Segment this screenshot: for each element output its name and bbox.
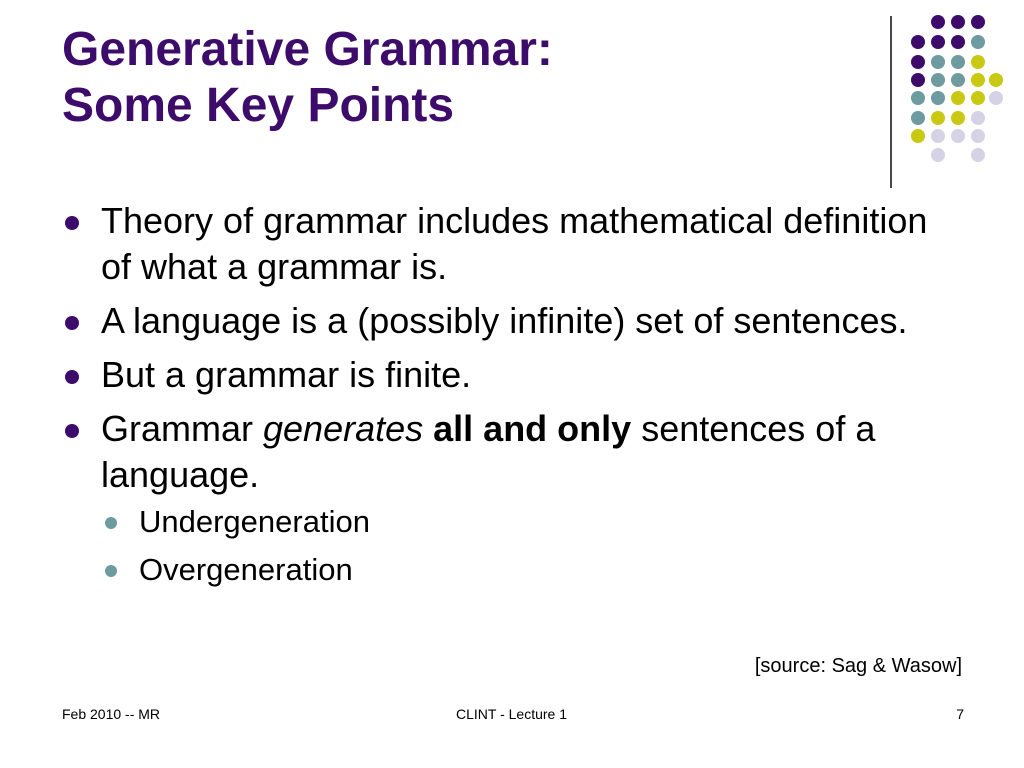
slide-title xyxy=(62,22,862,134)
bullet-icon xyxy=(65,316,79,330)
sub-bullet-icon xyxy=(105,565,117,577)
decorative-dot xyxy=(931,73,945,87)
decorative-dot xyxy=(951,91,965,105)
title-line-2: Some Key Points xyxy=(62,79,455,132)
decorative-dot xyxy=(951,111,965,125)
decorative-dot xyxy=(911,111,925,125)
decorative-dot xyxy=(911,73,925,87)
decorative-dot xyxy=(951,129,965,143)
decorative-dot xyxy=(911,55,925,69)
sub-bullet-text: Overgeneration xyxy=(139,552,353,587)
decorative-dot xyxy=(951,55,965,69)
sub-bullet-text: Undergeneration xyxy=(139,504,370,539)
decorative-dot xyxy=(971,55,985,69)
bullet-item xyxy=(64,298,964,344)
decorative-dot xyxy=(951,35,965,49)
decorative-dot xyxy=(911,35,925,49)
decorative-dot xyxy=(931,148,945,162)
bullet-icon xyxy=(65,424,79,438)
bullet-text: Theory of grammar includes mathematical definition of what a grammar is. xyxy=(101,200,928,287)
bullet-list xyxy=(64,198,964,594)
decorative-dot xyxy=(931,129,945,143)
decorative-dot xyxy=(971,15,985,29)
decorative-dot xyxy=(931,35,945,49)
decorative-dot xyxy=(931,111,945,125)
decorative-dot xyxy=(971,129,985,143)
decorative-dot xyxy=(951,73,965,87)
bullet-item xyxy=(64,352,964,398)
decorative-dot xyxy=(931,91,945,105)
sub-bullet-item xyxy=(64,498,964,546)
decorative-divider xyxy=(890,16,892,188)
decorative-dot xyxy=(911,129,925,143)
decorative-dot xyxy=(911,91,925,105)
sub-bullet-item xyxy=(64,546,964,594)
decorative-dot xyxy=(971,73,985,87)
bullet-text: But a grammar is finite. xyxy=(101,354,472,395)
decorative-dot xyxy=(989,91,1003,105)
bullet-item xyxy=(64,198,964,290)
decorative-dot xyxy=(971,148,985,162)
decorative-dot xyxy=(971,35,985,49)
sub-bullet-icon xyxy=(105,517,117,529)
bullet-text-prefix: Grammar xyxy=(101,408,263,449)
decorative-dot xyxy=(971,91,985,105)
bullet-text-bold: all and only xyxy=(433,408,632,449)
bullet-item xyxy=(64,406,964,498)
footer-title: CLINT - Lecture 1 xyxy=(456,706,568,722)
bullet-icon xyxy=(65,216,79,230)
decorative-dot xyxy=(931,55,945,69)
decorative-dot xyxy=(931,15,945,29)
source-citation: [source: Sag & Wasow] xyxy=(754,655,962,677)
title-line-1: Generative Grammar: xyxy=(62,23,553,76)
bullet-icon xyxy=(65,370,79,384)
footer-date: Feb 2010 -- MR xyxy=(62,706,161,722)
bullet-text-italic: generates xyxy=(263,408,424,449)
footer-page-number: 7 xyxy=(956,706,964,722)
decorative-dot xyxy=(951,15,965,29)
decorative-dot xyxy=(971,111,985,125)
decorative-dot xyxy=(989,73,1003,87)
bullet-text-suffix: sentences of a language. xyxy=(101,408,876,495)
bullet-text: A language is a (possibly infinite) set of sentences. xyxy=(101,300,908,341)
